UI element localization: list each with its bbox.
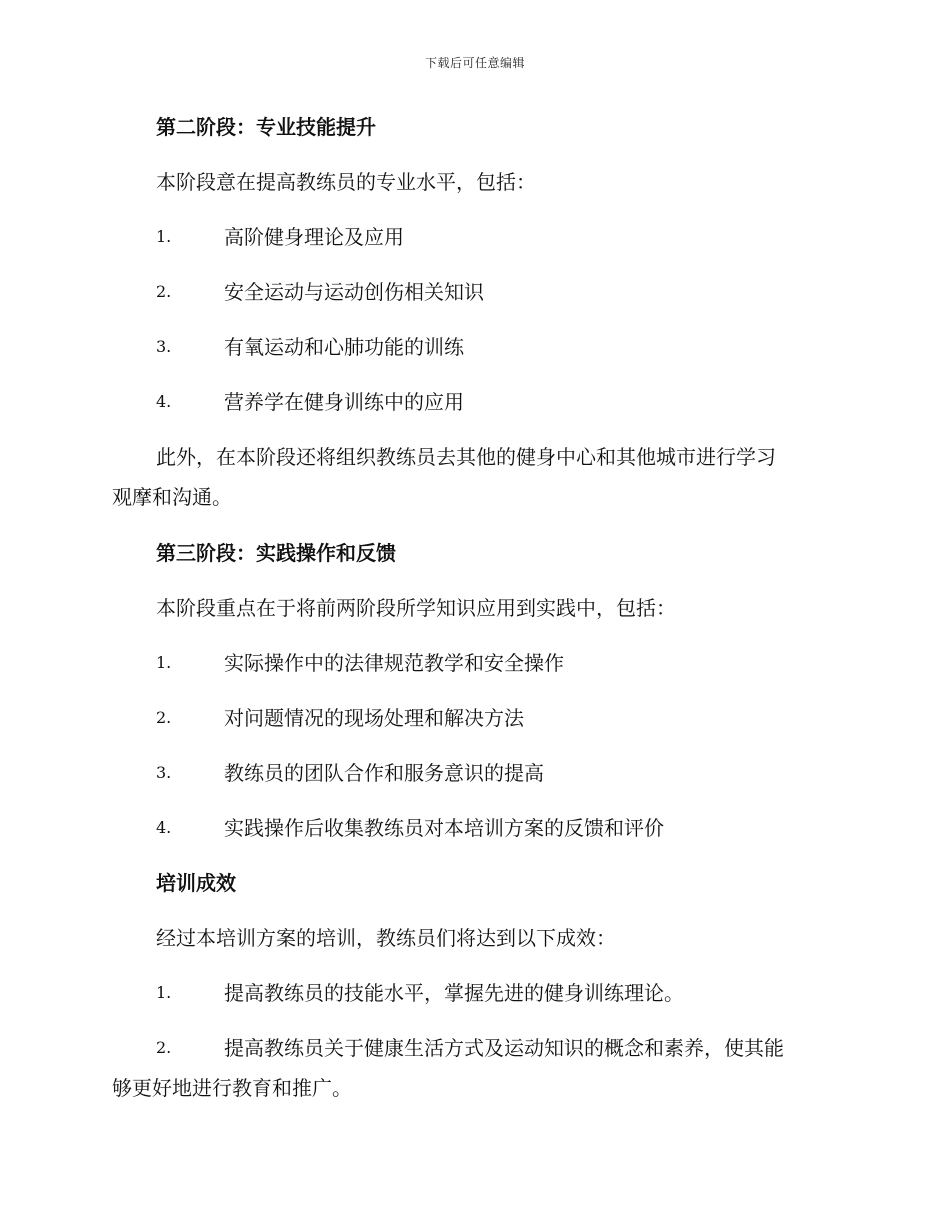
list-item-text: 营养学在健身训练中的应用 bbox=[224, 390, 464, 414]
list-item-number: 1. bbox=[156, 653, 172, 672]
list-item-number: 2. bbox=[156, 282, 172, 301]
list-item-number: 2. bbox=[156, 708, 172, 727]
header-note: 下载后可任意编辑 bbox=[424, 56, 525, 70]
section-intro-stage-3: 本阶段重点在于将前两阶段所学知识应用到实践中，包括： bbox=[156, 596, 676, 620]
list-item-text-continued: 够更好地进行教育和推广。 bbox=[112, 1076, 352, 1100]
list-item-text: 实际操作中的法律规范教学和安全操作 bbox=[224, 651, 564, 675]
list-item-number: 3. bbox=[156, 763, 172, 782]
list-item-text: 教练员的团队合作和服务意识的提高 bbox=[224, 761, 544, 785]
section-intro-results: 经过本培训方案的培训，教练员们将达到以下成效： bbox=[156, 926, 616, 950]
list-item-text: 提高教练员的技能水平，掌握先进的健身训练理论。 bbox=[224, 981, 684, 1005]
list-item-text: 有氧运动和心肺功能的训练 bbox=[224, 335, 464, 359]
paragraph-line: 此外，在本阶段还将组织教练员去其他的健身中心和其他城市进行学习 bbox=[156, 445, 776, 469]
list-item-number: 1. bbox=[156, 983, 172, 1002]
list-item-text: 对问题情况的现场处理和解决方法 bbox=[224, 706, 524, 730]
list-item-text: 高阶健身理论及应用 bbox=[224, 225, 404, 249]
list-item-number: 3. bbox=[156, 337, 172, 356]
list-item-text: 实践操作后收集教练员对本培训方案的反馈和评价 bbox=[224, 816, 664, 840]
section-heading-stage-3: 第三阶段：实践操作和反馈 bbox=[156, 541, 396, 565]
section-heading-results: 培训成效 bbox=[156, 871, 236, 895]
section-intro-stage-2: 本阶段意在提高教练员的专业水平，包括： bbox=[156, 170, 536, 194]
section-heading-stage-2: 第二阶段：专业技能提升 bbox=[156, 115, 376, 139]
list-item-number: 4. bbox=[156, 392, 172, 411]
paragraph-line-continued: 观摩和沟通。 bbox=[112, 485, 232, 509]
list-item-number: 4. bbox=[156, 818, 172, 837]
list-item-text: 安全运动与运动创伤相关知识 bbox=[224, 280, 484, 304]
list-item-number: 1. bbox=[156, 227, 172, 246]
list-item-text: 提高教练员关于健康生活方式及运动知识的概念和素养，使其能 bbox=[224, 1036, 784, 1060]
list-item-number: 2. bbox=[156, 1038, 172, 1057]
